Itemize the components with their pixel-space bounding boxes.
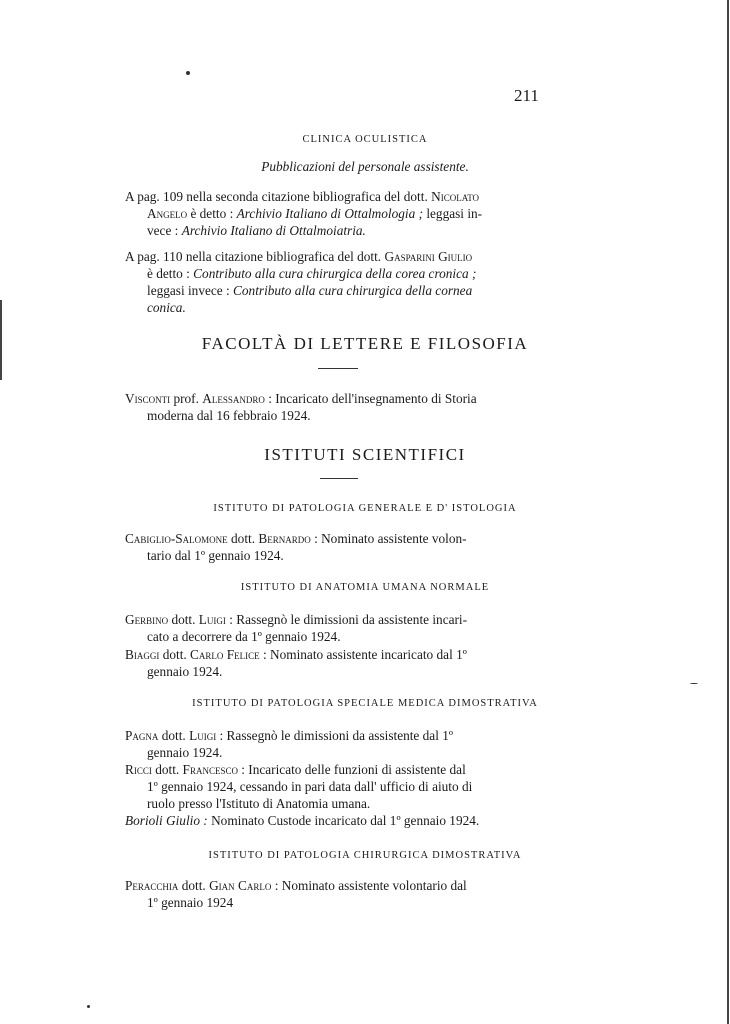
paragraph-line — [147, 283, 472, 299]
paragraph-line — [147, 266, 476, 282]
institute-heading: ISTITUTO DI PATOLOGIA SPECIALE MEDICA DIMOSTRATIVA — [192, 698, 538, 709]
citation-title: conica. — [147, 300, 186, 315]
paragraph-line — [125, 189, 479, 205]
person-name: Cabiglio-Salomone — [125, 531, 228, 546]
person-name: Nicolato — [431, 189, 480, 204]
text: Nominato Custode incaricato dal 1º gennaio 1924. — [211, 813, 480, 828]
text: : Rassegnò le dimissioni da assistente dal 1º — [219, 728, 453, 743]
speck — [690, 683, 698, 684]
person-name: Francesco — [182, 762, 238, 777]
person-name: Luigi — [189, 728, 217, 743]
section-heading-istituti: ISTITUTI SCIENTIFICI — [264, 445, 466, 464]
text: è detto : — [190, 206, 234, 221]
citation-title: Archivio Italiano di Ottalmologia ; — [236, 206, 423, 221]
entry-line: 1º gennaio 1924, cessando in pari data dall' ufficio di aiuto di — [147, 779, 473, 794]
entry-line — [125, 762, 466, 778]
paragraph-line — [125, 249, 472, 265]
text: dott. — [171, 612, 196, 627]
entry-line: gennaio 1924. — [147, 664, 223, 679]
person-name: Alessandro — [202, 391, 265, 406]
text: : Nominato assistente volontario dal — [274, 878, 467, 893]
entry-line — [125, 531, 467, 547]
text: leggasi in- — [426, 206, 483, 221]
section-heading-clinica: CLINICA OCULISTICA — [302, 134, 428, 145]
text: prof. — [173, 391, 199, 406]
person-name: Borioli Giulio : — [125, 813, 208, 828]
text: dott. — [231, 531, 256, 546]
entry-line: gennaio 1924. — [147, 745, 223, 760]
section-heading-facolta: FACOLTÀ DI LETTERE E FILOSOFIA — [201, 334, 529, 353]
entry-line — [125, 612, 467, 628]
person-name: Bernardo — [258, 531, 311, 546]
text: dott. — [161, 728, 186, 743]
entry-line: moderna dal 16 febbraio 1924. — [147, 408, 311, 423]
institute-heading: ISTITUTO DI ANATOMIA UMANA NORMALE — [240, 582, 490, 593]
paragraph-line — [147, 223, 366, 239]
entry-line — [125, 878, 467, 894]
citation-title: Contributo alla cura chirurgica della cornea — [233, 283, 473, 298]
entry-line — [125, 647, 467, 663]
text: : Incaricato delle funzioni di assistente dal — [241, 762, 466, 777]
text: dott. — [181, 878, 206, 893]
page-number: 211 — [514, 86, 539, 105]
divider — [320, 478, 358, 479]
entry-line — [125, 728, 453, 744]
person-name: Carlo Felice — [190, 647, 260, 662]
text: dott. — [155, 762, 180, 777]
text: : Nominato assistente incaricato dal 1º — [262, 647, 467, 662]
text: : Nominato assistente volon- — [314, 531, 467, 546]
divider — [318, 368, 358, 369]
person-name: Biaggi — [125, 647, 160, 662]
entry-line: cato a decorrere da 1º gennaio 1924. — [147, 629, 341, 644]
person-name: Luigi — [198, 612, 226, 627]
text: : Incaricato dell'insegnamento di Storia — [268, 391, 477, 406]
person-name: Ricci — [125, 762, 152, 777]
entry-line — [125, 813, 479, 829]
person-name: Peracchia — [125, 878, 179, 893]
text: dott. — [162, 647, 187, 662]
person-name: Angelo — [147, 206, 188, 221]
person-name: Visconti — [125, 391, 171, 406]
entry-line: tario dal 1º gennaio 1924. — [147, 548, 284, 563]
text: è detto : — [147, 266, 190, 281]
speck — [186, 71, 190, 75]
text: leggasi invece : — [147, 283, 230, 298]
person-name: Gerbino — [125, 612, 169, 627]
institute-heading: ISTITUTO DI PATOLOGIA GENERALE E D' ISTOLOGIA — [213, 503, 517, 514]
text: A pag. 109 nella seconda citazione bibliografica del dott. — [125, 189, 428, 204]
citation-title: Contributo alla cura chirurgica della corea cronica ; — [193, 266, 477, 281]
paragraph-line — [147, 206, 482, 222]
text: : Rassegnò le dimissioni da assistente incari- — [229, 612, 468, 627]
text: A pag. 110 nella citazione bibliografica del dott. — [125, 249, 382, 264]
entry-line: ruolo presso l'Istituto di Anatomia umana. — [147, 796, 371, 811]
person-name: Pagna — [125, 728, 159, 743]
institute-heading: ISTITUTO DI PATOLOGIA CHIRURGICA DIMOSTRATIVA — [208, 850, 522, 861]
text: vece : — [147, 223, 179, 238]
entry-line — [125, 391, 477, 407]
person-name: Gian Carlo — [209, 878, 272, 893]
section-subheading: Pubblicazioni del personale assistente. — [261, 159, 469, 174]
citation-title: Archivio Italiano di Ottalmoiatria. — [181, 223, 366, 238]
person-name: Gasparini Giulio — [384, 249, 473, 264]
entry-line: 1º gennaio 1924 — [147, 895, 234, 910]
speck — [87, 1005, 90, 1008]
